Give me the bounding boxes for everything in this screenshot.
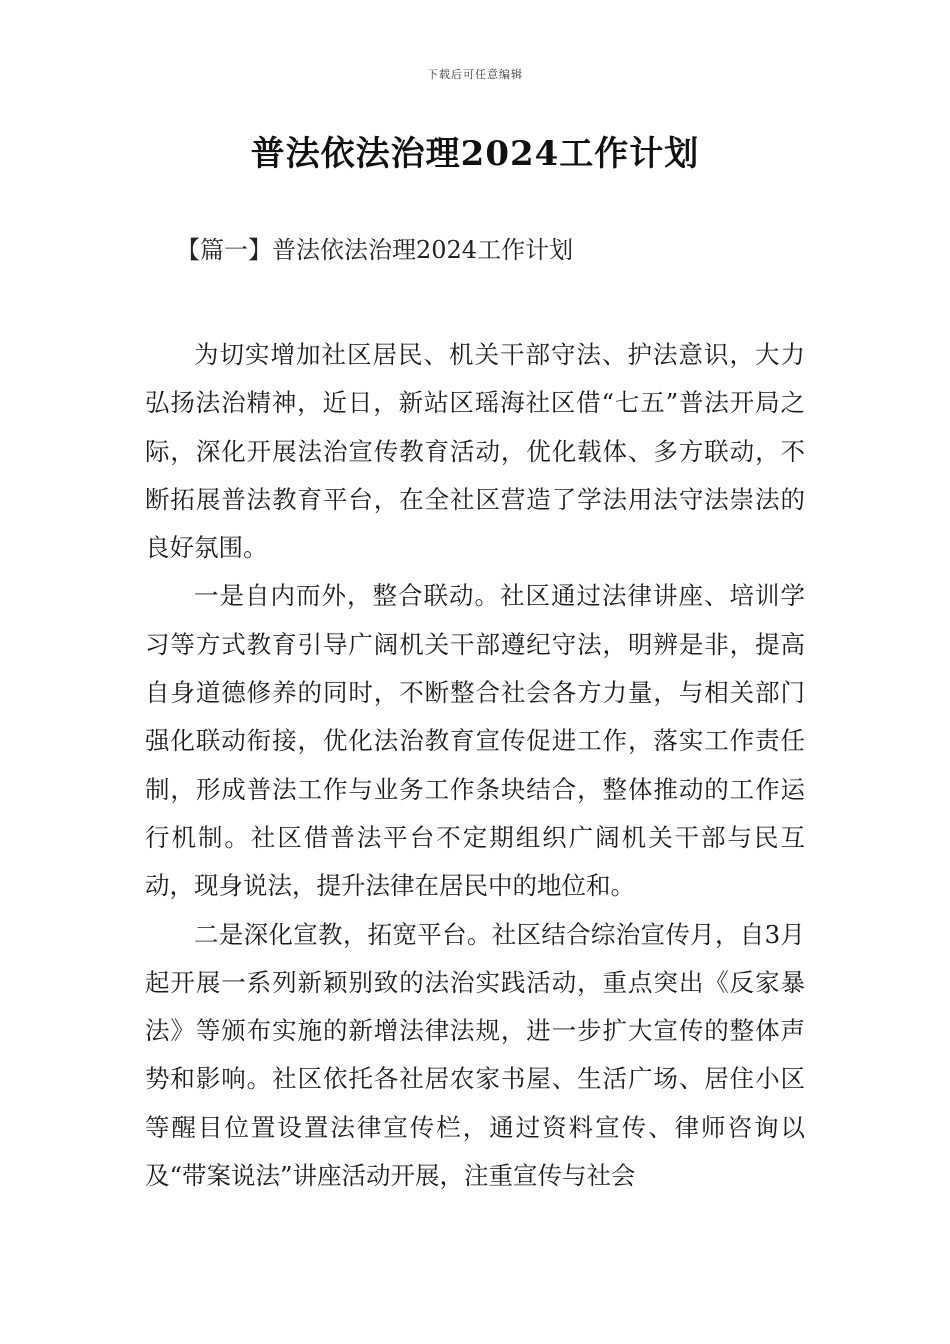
header-note: 下载后可任意编辑 [427, 68, 523, 81]
paragraph-intro: 为切实增加社区居民、机关干部守法、护法意识，大力弘扬法治精神，近日，新站区瑶海社区借“七五”普法开局之际，深化开展法治宣传教育活动，优化载体、多方联动，不断拓展普法教育平台，在全社区营造了学法用法守法崇法的良好氛围。 [145, 340, 805, 563]
paragraph-point-one: 一是自内而外，整合联动。社区通过法律讲座、培训学习等方式教育引导广阔机关干部遵纪守法，明辨是非，提高自身道德修养的同时，不断整合社会各方力量，与相关部门强化联动衔接，优化法治教育宣传促进工作，落实工作责任制，形成普法工作与业务工作条块结合，整体推动的工作运行机制。社区借普法平台不定期组织广阔机关干部与民互动，现身说法，提升法律在居民中的地位和。 [145, 581, 805, 901]
document-title: 普法依法治理2024工作计划 [250, 134, 700, 174]
document-body [145, 331, 805, 1200]
paragraph-point-two: 二是深化宣教，拓宽平台。社区结合综治宣传月，自3月起开展一系列新颖别致的法治实践活动，重点突出《反家暴法》等颁布实施的新增法律法规，进一步扩大宣传的整体声势和影响。社区依托各社居农家书屋、生活广场、居住小区等醒目位置设置法律宣传栏，通过资料宣传、律师咨询以及“带案说法”讲座活动开展，注重宣传与社会 [145, 919, 805, 1191]
section-heading: 【篇一】普法依法治理2024工作计划 [176, 236, 574, 264]
